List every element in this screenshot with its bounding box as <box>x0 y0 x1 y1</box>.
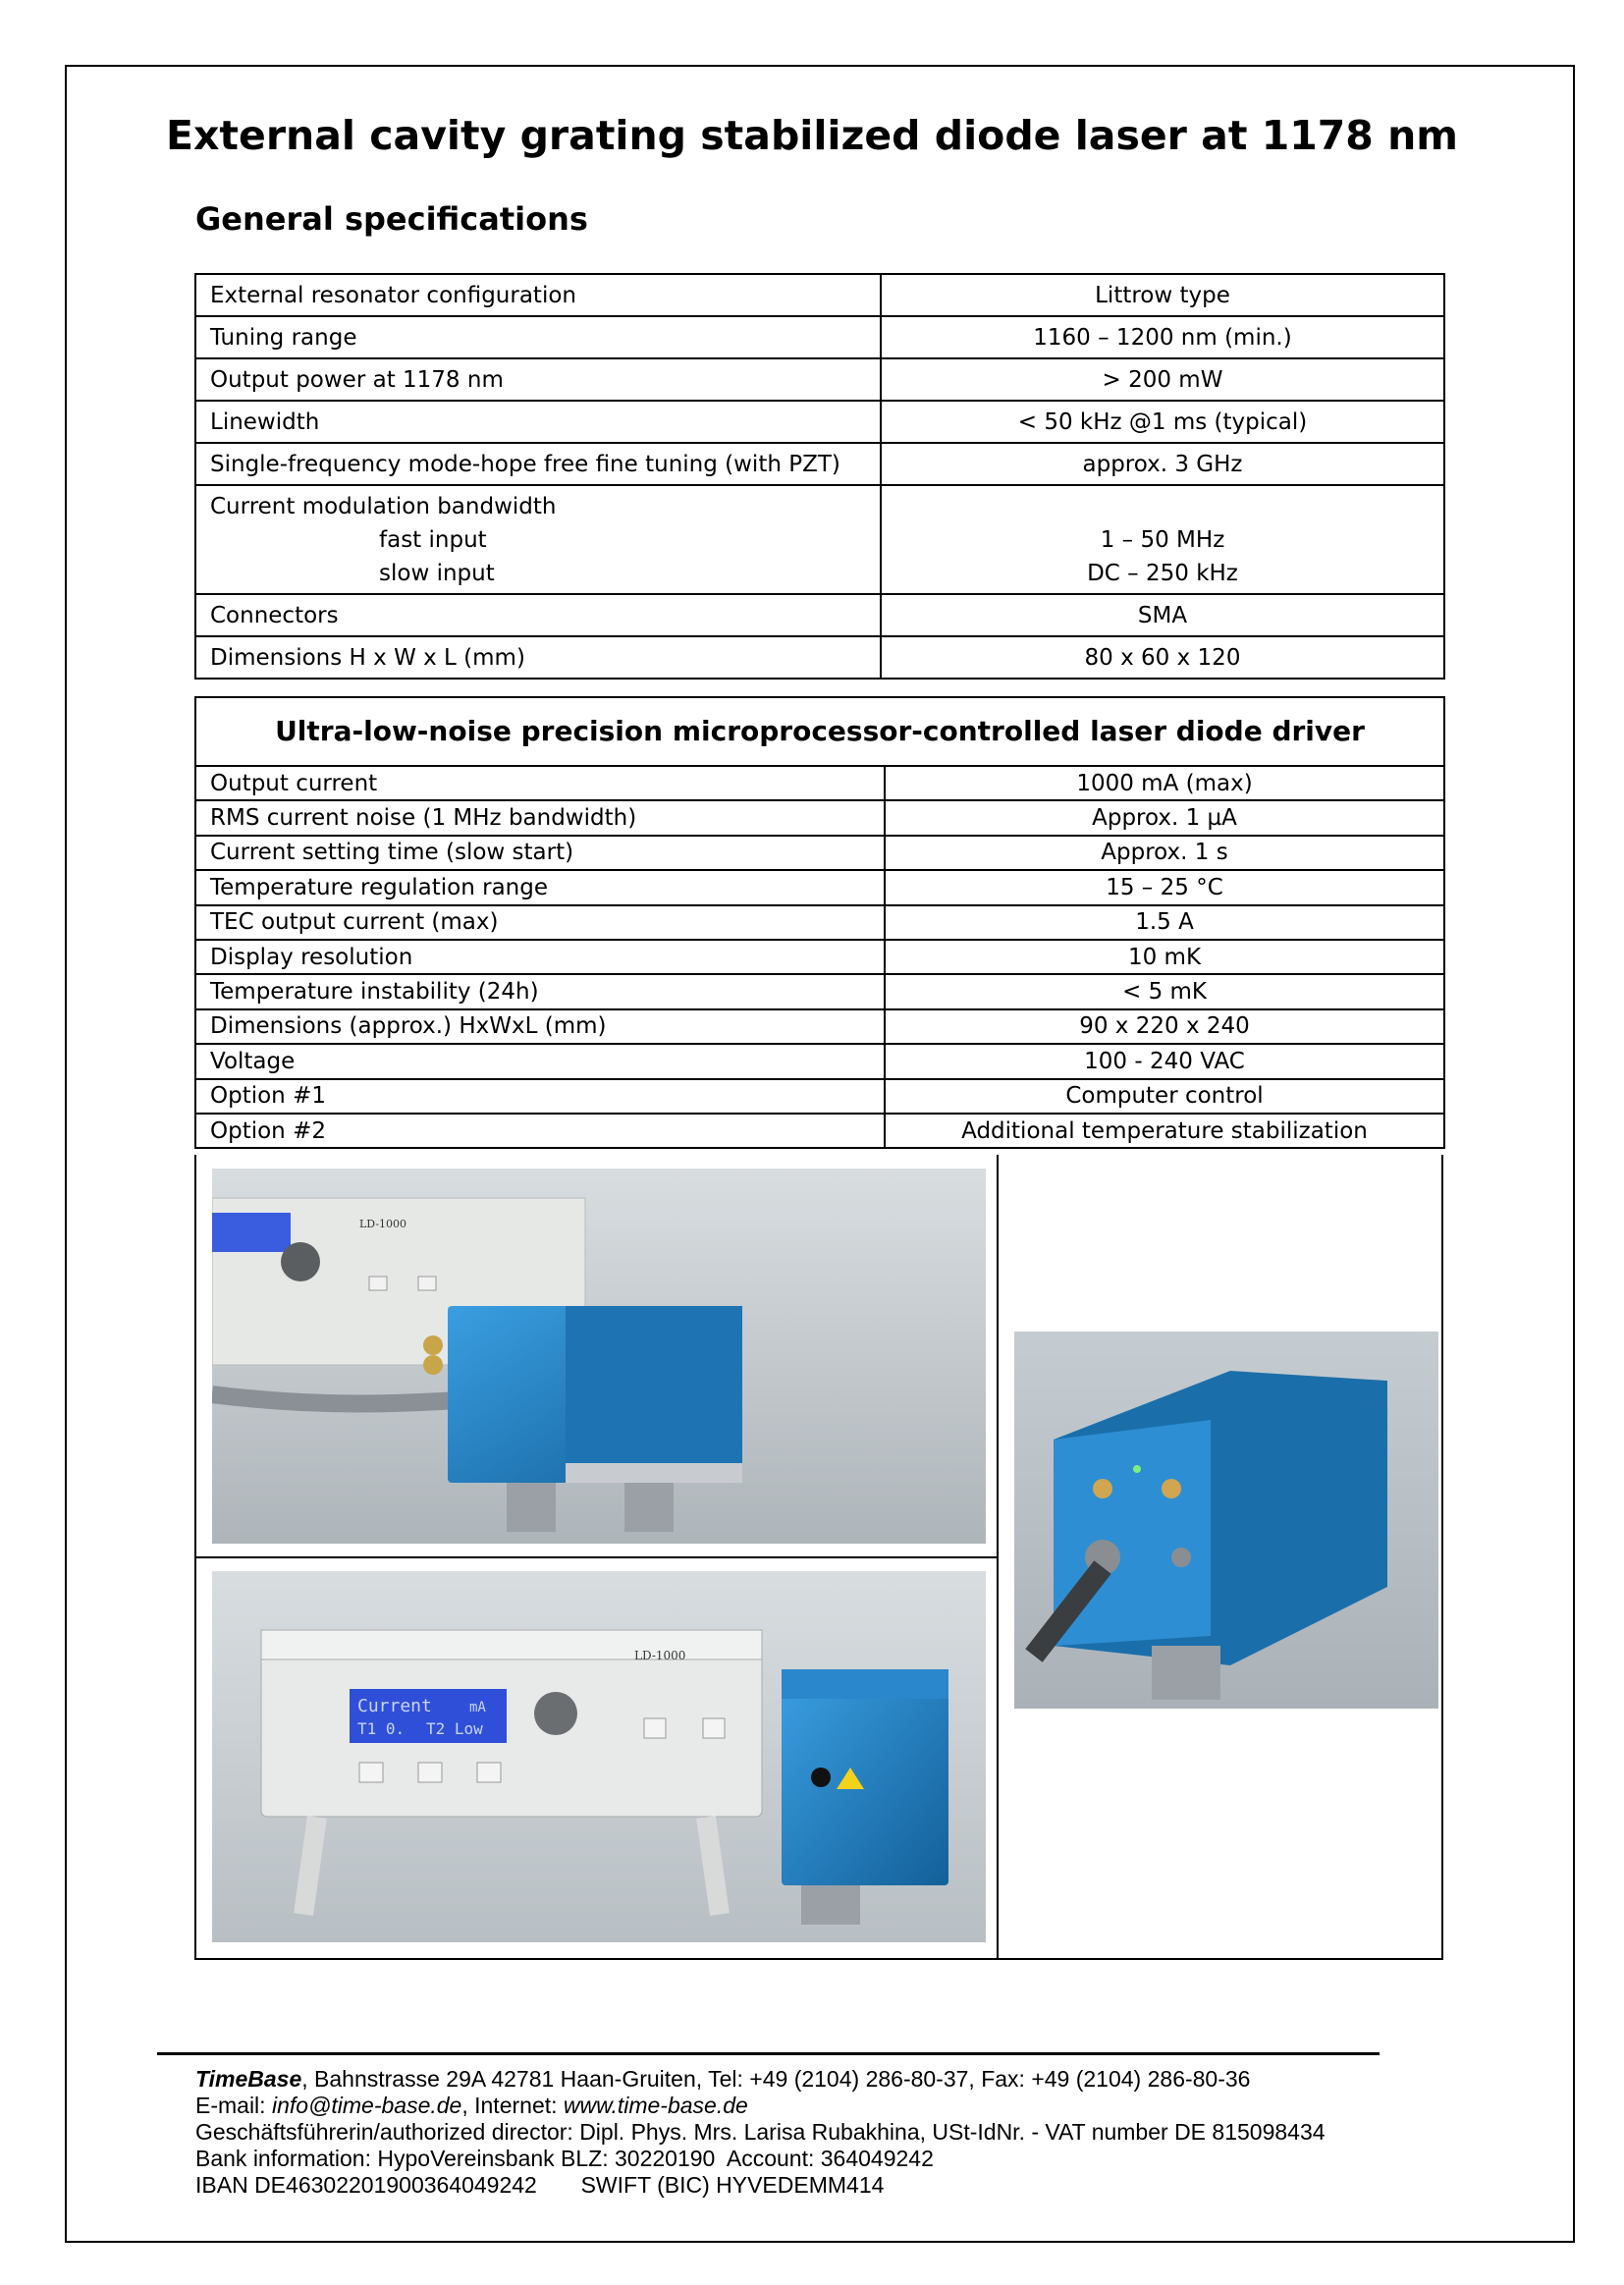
spec-label: Linewidth <box>195 401 881 443</box>
table-row <box>195 358 1444 401</box>
laser-head-front-photo <box>1014 1332 1438 1709</box>
table-row <box>195 401 1444 443</box>
table-row <box>195 800 1444 835</box>
spec-value: 80 x 60 x 120 <box>881 636 1444 679</box>
table-row <box>195 636 1444 679</box>
footer <box>195 2066 1326 2199</box>
driver-spec-value: Approx. 1 µA <box>885 800 1444 835</box>
driver-spec-label: Current setting time (slow start) <box>195 836 885 870</box>
spec-label: External resonator configuration <box>195 274 881 316</box>
driver-label-text-2: LD-1000 <box>634 1649 686 1662</box>
driver-spec-label: Voltage <box>195 1044 885 1078</box>
section-title: General specifications <box>195 200 588 238</box>
footer-email-prefix: E-mail: <box>195 2093 272 2118</box>
driver-specs-table <box>194 696 1445 1149</box>
table-row <box>195 1044 1444 1078</box>
table-row <box>195 870 1444 904</box>
table-row <box>195 766 1444 800</box>
table-row <box>195 1114 1444 1148</box>
footer-rule <box>157 2052 1380 2055</box>
driver-spec-label: Dimensions (approx.) HxWxL (mm) <box>195 1009 885 1044</box>
driver-spec-label: Option #1 <box>195 1079 885 1114</box>
table-row <box>195 905 1444 940</box>
footer-bank: Bank information: HypoVereinsbank BLZ: 30220190 Account: 364049242 <box>195 2146 934 2171</box>
footer-website-link[interactable]: www.time-base.de <box>563 2093 748 2118</box>
table-row <box>195 443 1444 485</box>
driver-label-text: LD-1000 <box>359 1218 407 1230</box>
driver-spec-value: 1000 mA (max) <box>885 766 1444 800</box>
spec-label <box>195 485 881 594</box>
driver-spec-label: RMS current noise (1 MHz bandwidth) <box>195 800 885 835</box>
spec-label: Tuning range <box>195 316 881 358</box>
driver-spec-value: 1.5 A <box>885 905 1444 940</box>
footer-address: , Bahnstrasse 29A 42781 Haan-Gruiten, Tel: +49 (2104) 286-80-37, Fax: +49 (2104) 286-80-36 <box>301 2066 1251 2092</box>
driver-spec-value: Computer control <box>885 1079 1444 1114</box>
table-row <box>195 697 1444 766</box>
spec-value: approx. 3 GHz <box>881 443 1444 485</box>
spec-value: > 200 mW <box>881 358 1444 401</box>
table-row <box>195 594 1444 636</box>
driver-spec-label: Temperature regulation range <box>195 870 885 904</box>
photo-divider-horizontal <box>196 1556 999 1558</box>
footer-brand: TimeBase <box>195 2066 302 2092</box>
table-row <box>195 274 1444 316</box>
driver-heading: Ultra-low-noise precision microprocessor-controlled laser diode driver <box>195 697 1444 766</box>
laser-head-photo-1 <box>212 1169 986 1544</box>
footer-email-link[interactable]: info@time-base.de <box>271 2093 462 2118</box>
driver-spec-value: Additional temperature stabilization <box>885 1114 1444 1148</box>
fast-input-label: fast input <box>379 526 487 553</box>
driver-spec-label: Output current <box>195 766 885 800</box>
display-line2a: T1 0. <box>357 1719 406 1738</box>
table-row <box>195 974 1444 1008</box>
slow-input-label: slow input <box>379 560 495 586</box>
driver-spec-value: < 5 mK <box>885 974 1444 1008</box>
footer-director: Geschäftsführerin/authorized director: Dipl. Phys. Mrs. Larisa Rubakhina, USt-IdNr. - VAT number DE 815098434 <box>195 2119 1326 2145</box>
display-line2b: T2 Low <box>426 1719 483 1738</box>
driver-spec-label: Temperature instability (24h) <box>195 974 885 1008</box>
spec-label: Dimensions H x W x L (mm) <box>195 636 881 679</box>
driver-spec-label: TEC output current (max) <box>195 905 885 940</box>
spec-value: 1160 – 1200 nm (min.) <box>881 316 1444 358</box>
spec-label: Output power at 1178 nm <box>195 358 881 401</box>
driver-spec-value: 90 x 220 x 240 <box>885 1009 1444 1044</box>
spec-value: < 50 kHz @1 ms (typical) <box>881 401 1444 443</box>
general-specs-table <box>194 273 1445 680</box>
photo-grid <box>194 1155 1443 1960</box>
display-line1-unit: mA <box>469 1700 486 1715</box>
fast-input-value: 1 – 50 MHz <box>1100 526 1225 553</box>
slow-input-value: DC – 250 kHz <box>1087 560 1238 586</box>
table-row <box>195 940 1444 974</box>
driver-spec-label: Display resolution <box>195 940 885 974</box>
driver-spec-label: Option #2 <box>195 1114 885 1148</box>
table-row <box>195 485 1444 594</box>
driver-spec-value: 10 mK <box>885 940 1444 974</box>
table-row <box>195 1009 1444 1044</box>
driver-spec-value: 15 – 25 °C <box>885 870 1444 904</box>
page-title: External cavity grating stabilized diode laser at 1178 nm <box>165 112 1459 159</box>
footer-iban: IBAN DE46302201900364049242 SWIFT (BIC) HYVEDEMM414 <box>195 2172 885 2198</box>
modulation-label: Current modulation bandwidth <box>210 493 557 519</box>
spec-label: Connectors <box>195 594 881 636</box>
table-row <box>195 316 1444 358</box>
spec-label: Single-frequency mode-hope free fine tuning (with PZT) <box>195 443 881 485</box>
laser-head-photo-2 <box>212 1571 986 1942</box>
spec-value: Littrow type <box>881 274 1444 316</box>
display-line1: Current <box>357 1696 432 1716</box>
spec-value <box>881 485 1444 594</box>
driver-spec-value: Approx. 1 s <box>885 836 1444 870</box>
table-row <box>195 1079 1444 1114</box>
table-row <box>195 836 1444 870</box>
spec-value: SMA <box>881 594 1444 636</box>
footer-internet-prefix: , Internet: <box>461 2093 564 2118</box>
driver-spec-value: 100 - 240 VAC <box>885 1044 1444 1078</box>
